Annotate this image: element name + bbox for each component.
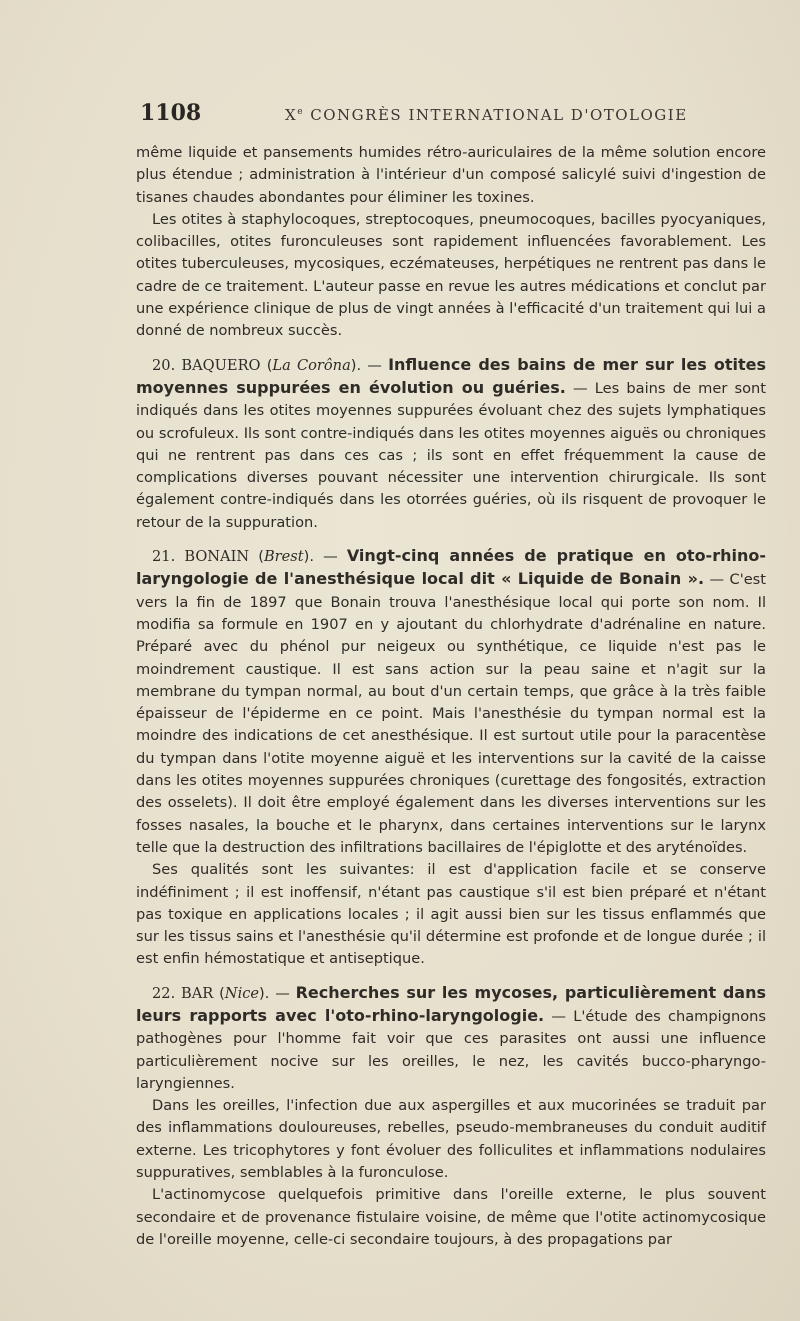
running-head-superscript: e <box>297 107 305 117</box>
entry-22-title: Recherches sur les mycoses, particulièrement dans leurs rapports avec l'oto-rhino-laryngologie. <box>136 982 766 1025</box>
entry-22-text: L'étude des champignons pathogènes pour l'homme fait voir que ces parasites ont aussi une influence particulièrement nocive sur les oreilles, le nez, les cavités bucco-pharyngo-laryngiennes. <box>136 1007 766 1092</box>
page-header <box>140 100 760 126</box>
paragraph-otites: Les otites à staphylocoques, streptocoques, pneumocoques, bacilles pyocyaniques, colibacilles, otites furonculeuses sont rapidement influencées favorablement. Les otites tuberculeuses, mycosiques, eczémateuses, herpétiques ne rentrent pas dans le cadre de ce traitement. L'auteur passe en revue les autres médications et conclut par une expérience clinique de plus de vingt années à l'efficacité d'un traitement qui lui a donné de nombreux succès. <box>136 210 766 340</box>
entry-21: 21. BONAIN (Brest). — Vingt-cinq années de pratique en oto-rhino-laryngologie de l'anesthésique local dit « Liquide de Bonain ». — C'est vers la fin de 1897 que Bonain trouva l'anesthésique local qui porte son nom. Il modifia sa formule en 1907 en y ajoutant du chlorhydrate d'adrénaline en nature. Préparé avec du phénol pur neigeux ou synthétique, ce liquide n'est pas le moindrement caustique. Il est sans action sur la peau saine et n'agit sur la membrane du tympan normal, au bout d'un certain temps, que grâce à la très faible épaisseur de l'épiderme en ce point. Mais l'anesthésie du tympan normal est la moindre des indications de cet anesthésique. Il est surtout utile pour la paracentèse du tympan dans l'otite moyenne aiguë et les interventions sur la cavité de la caisse dans les otites moyennes suppurées chroniques (curettage des fongosités, extraction des osselets). Il doit être employé également dans les diverses interventions sur les fosses nasales, la bouche et le pharynx, dans certaines interventions sur le larynx telle que la destruction des infiltrations bacillaires de l'épiglotte et des aryténoïdes. <box>136 546 767 856</box>
entry-20-title: Influence des bains de mer sur les otites moyennes suppurées en évolution ou guéries. <box>136 354 766 397</box>
entry-20-author: 20. BAQUERO <box>152 356 261 374</box>
running-head <box>285 106 688 124</box>
entry-20-place: La Corôna <box>272 356 351 374</box>
running-head-text: CONGRÈS INTERNATIONAL D'OTOLOGIE <box>304 106 688 124</box>
entry-22: 22. BAR (Nice). — Recherches sur les mycoses, particulièrement dans leurs rapports avec l'oto-rhino-laryngologie. — L'étude des champignons pathogènes pour l'homme fait voir que ces parasites ont aussi une influence particulièrement nocive sur les oreilles, le nez, les cavités bucco-pharyngo-laryngiennes. <box>136 982 766 1092</box>
page-number: 1108 <box>140 100 202 126</box>
entry-20-text: Les bains de mer sont indiqués dans les otites moyennes suppurées évoluant chez des sujets lymphatiques ou scrofuleux. Ils sont contre-indiqués dans les otites moyennes aiguës ou chroniques qui ne rentrent pas dans ces cas ; ils sont en effet fréquemment la cause de complications diverses pouvant nécessiter une intervention chirurgicale. Ils sont également contre-indiqués dans les otorrées guéries, où ils risquent de provoquer le retour de la suppuration. <box>136 379 767 531</box>
entry-22-author: 22. BAR <box>152 984 214 1002</box>
entry-20: 20. BAQUERO (La Corôna). — Influence des bains de mer sur les otites moyennes suppurées en évolution ou guéries. — Les bains de mer sont indiqués dans les otites moyennes suppurées évoluant chez des sujets lymphatiques ou scrofuleux. Ils sont contre-indiqués dans les otites moyennes aiguës ou chroniques qui ne rentrent pas dans ces cas ; ils sont en effet fréquemment la cause de complications diverses pouvant nécessiter une intervention chirurgicale. Ils sont également contre-indiqués dans les otorrées guéries, où ils risquent de provoquer le retour de la suppuration. <box>136 354 767 531</box>
entry-21-title: Vingt-cinq années de pratique en oto-rhino-laryngologie de l'anesthésique local dit « Liquide de Bonain ». <box>136 546 766 589</box>
running-head-numeral: X <box>285 106 298 124</box>
entry-21-place: Brest <box>263 548 304 566</box>
page-body <box>136 142 766 1251</box>
entry-22-oreilles: Dans les oreilles, l'infection due aux aspergilles et aux mucorinées se traduit par des inflammations douloureuses, rebelles, pseudo-membraneuses du conduit auditif externe. Les tricophytores y font évoluer des folliculites et inflammations nodulaires suppuratives, semblables à la furonculose. <box>136 1097 766 1182</box>
entry-22-actinomycose: L'actinomycose quelquefois primitive dans l'oreille externe, le plus souvent secondaire et de provenance fistulaire voisine, de même que l'otite actinomycosique de l'oreille moyenne, celle-ci secondaire toujours, à des propagations par <box>136 1186 766 1248</box>
entry-21-qualities: Ses qualités sont les suivantes: il est d'application facile et se conserve indéfiniment ; il est inoffensif, n'étant pas caustique s'il est bien préparé et n'étant pas toxique en applications locales ; il agit aussi bien sur les tissus enflammés que sur les tissus sains et l'anesthésie qu'il détermine est profonde et de longue durée ; il est enfin hémostatique et antiseptique. <box>136 861 766 968</box>
paragraph-continuation: même liquide et pansements humides rétro-auriculaires de la même solution encore plus étendue ; administration à l'intérieur d'un composé salicylé suivi d'ingestion de tisanes chaudes abondantes pour éliminer les toxines. <box>136 144 766 206</box>
entry-22-place: Nice <box>224 984 260 1002</box>
entry-21-author: 21. BONAIN <box>152 548 250 566</box>
entry-21-text: C'est vers la fin de 1897 que Bonain trouva l'anesthésique local qui porte son nom. Il modifia sa formule en 1907 en y ajoutant du chlorhydrate d'adrénaline en nature. Préparé avec du phénol pur neigeux ou synthétique, ce liquide n'est pas le moindrement caustique. Il est sans action sur la peau saine et n'agit sur la membrane du tympan normal, au bout d'un certain temps, que grâce à la très faible épaisseur de l'épiderme en ce point. Mais l'anesthésie du tympan normal est la moindre des indications de cet anesthésique. Il est surtout utile pour la paracentèse du tympan dans l'otite moyenne aiguë et les interventions sur la cavité de la caisse dans les otites moyennes suppurées chroniques (curettage des fongosités, extraction des osselets). Il doit être employé également dans les diverses interventions sur les fosses nasales, la bouche et le pharynx, dans certaines interventions sur le larynx telle que la destruction des infiltrations bacillaires de l'épiglotte et des aryténoïdes. <box>136 571 767 856</box>
